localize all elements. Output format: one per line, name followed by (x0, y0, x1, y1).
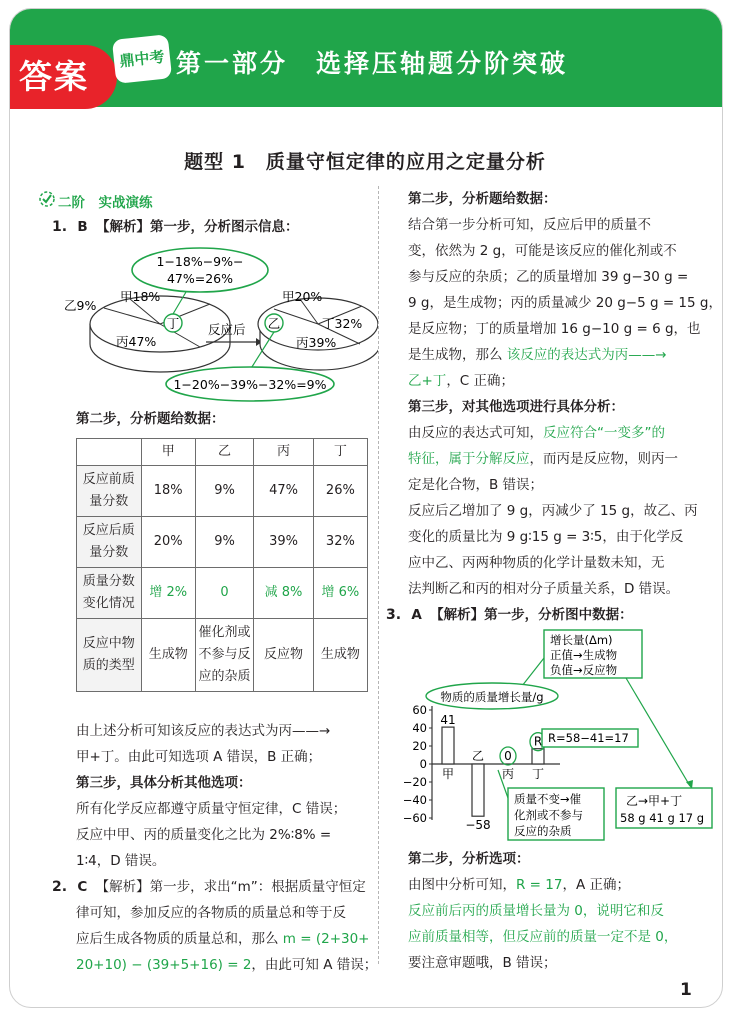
category-label: 丙 (501, 767, 515, 781)
q2-text-line (408, 342, 667, 368)
category-label: 丁 (531, 767, 545, 781)
reaction-line1: 乙→甲+丁 (626, 794, 683, 808)
table-cell: 9% (195, 466, 253, 517)
table-header-row (77, 439, 368, 466)
table-header-cell: 乙 (195, 439, 253, 466)
bar-0 (442, 727, 454, 764)
q3-step2-title: 第二步，分析选项： (408, 851, 530, 867)
q3-l1-b: R = 17 (516, 877, 563, 893)
q2-text-line (76, 952, 377, 978)
callout-growth-line3: 负值→反应物 (550, 663, 618, 677)
q2-text-line: 律可知，参加反应的各物质的质量总和等于反 (76, 905, 346, 921)
pie-arrow-label: 反应后 (208, 322, 246, 337)
q1-text-line: 由上述分析可知该反应的表达式为丙——→ (76, 723, 331, 739)
r-calc: R=58−41=17 (548, 731, 629, 745)
table-row-label: 反应后质量分数 (77, 517, 142, 568)
q2-text-line: 定是化合物，B 错误； (408, 477, 544, 493)
q2-answer: C (77, 879, 88, 895)
q2-text-line: 应中乙、丙两种物质的化学计量数未知，无 (408, 555, 665, 571)
q1-intro: 【解析】第一步，分析图示信息： (95, 219, 299, 235)
table-header-cell (77, 439, 142, 466)
q2-text-line (408, 420, 665, 446)
q2-text-line: 参与反应的杂质；乙的质量增加 39 g−30 g = (408, 269, 689, 285)
q3-line (386, 602, 633, 628)
table-cell: 26% (313, 466, 367, 517)
table-cell: 反应物 (254, 619, 313, 692)
pie-after-yi: 乙 (267, 316, 281, 331)
pie-after-ding: 丁32% (322, 316, 363, 331)
table-header-cell: 丁 (313, 439, 367, 466)
pie-before-yi: 乙9% (64, 298, 97, 313)
q2-text-line: 变化的质量比为 9 g∶15 g = 3∶5，由于化学反 (408, 529, 684, 545)
data-label: 0 (504, 749, 512, 763)
check-icon (38, 190, 56, 208)
pie-before-jia: 甲18% (120, 289, 161, 304)
q3-text-line (408, 872, 630, 898)
table-cell: 9% (195, 517, 253, 568)
table-cell: 增 2% (141, 568, 195, 619)
q3-l1-a: 由图中分析可知， (408, 877, 516, 893)
callout-growth-line2: 正值→生成物 (550, 648, 618, 662)
data-label: −58 (465, 818, 491, 833)
table-row (77, 619, 368, 692)
table-row (77, 568, 368, 619)
q2-r8-b: 反应符合“一变多”的 (543, 425, 665, 441)
pie-before-bing: 丙47% (116, 334, 157, 349)
q1-number: 1. (52, 219, 68, 235)
q2-text-line: 反应后乙增加了 9 g，丙减少了 15 g，故乙、丙 (408, 503, 698, 519)
table-cell: 催化剂或不参与反应的杂质 (195, 619, 253, 692)
q1-step3-title: 第三步，具体分析其他选项： (76, 775, 252, 791)
pie-calc-line2: 47%=26% (166, 271, 234, 286)
q3-intro: 【解析】第一步，分析图中数据： (430, 607, 633, 623)
category-label: 甲 (441, 767, 455, 781)
pie-after-bing: 丙39% (296, 335, 337, 350)
table-row-label: 反应中物质的类型 (77, 619, 142, 692)
table-row (77, 466, 368, 517)
q3-text-line: 应前质量相等，但反应前的质量一定不是 0， (408, 929, 678, 945)
table-cell: 20% (141, 517, 195, 568)
pie-after-jia: 甲20% (282, 289, 323, 304)
q1-text-line: 甲+丁。由此可知选项 A 错误，B 正确； (76, 749, 322, 765)
q2-text-line (408, 368, 514, 394)
page-title: 题型 1 质量守恒定律的应用之定量分析 (184, 151, 546, 173)
page-number: 1 (680, 980, 692, 1000)
q2-step3-title: 第三步，对其他选项进行具体分析： (408, 399, 624, 415)
q2-r7-b: ，C 正确； (446, 373, 515, 389)
q2-text-line (76, 926, 370, 952)
chart-note-line2: 化剂或不参与 (514, 808, 583, 822)
section-banner (10, 9, 722, 107)
callout-growth-line1: 增长量(Δm) (550, 633, 613, 647)
table-cell: 增 6% (313, 568, 367, 619)
q2-text-line: 9 g，是生成物；丙的质量减少 20 g−5 g = 15 g， (408, 295, 722, 311)
q2-number: 2. (52, 879, 68, 895)
q1-text-line: 所有化学反应都遵守质量守恒定律，C 错误； (76, 801, 347, 817)
y-tick-label: 0 (419, 757, 427, 771)
q2-line4-b: ，由此可知 A 错误； (251, 957, 378, 973)
pie-diagram (60, 244, 378, 404)
table-header-cell: 甲 (141, 439, 195, 466)
chart-note-line3: 反应的杂质 (514, 824, 572, 838)
table-cell: 39% (254, 517, 313, 568)
q3-number: 3. (386, 607, 402, 623)
table-row-label: 反应前质量分数 (77, 466, 142, 517)
category-label: 乙 (471, 749, 485, 763)
table-cell: 0 (195, 568, 253, 619)
data-label: R (533, 734, 543, 749)
q2-line3-b: m = (2+30+ (282, 931, 370, 947)
pie-calc-line1: 1−18%−9%− (156, 254, 244, 269)
q1-answer: B (77, 219, 88, 235)
q3-l1-c: ，A 正确； (562, 877, 630, 893)
logo-badge: 鼎中考 (112, 34, 172, 84)
q2-r8-a: 由反应的表达式可知， (408, 425, 543, 441)
q2-step2-title: 第二步，分析题给数据： (408, 191, 557, 207)
y-tick-label: 60 (412, 703, 427, 717)
table-cell: 47% (254, 466, 313, 517)
table-cell: 减 8% (254, 568, 313, 619)
table-header-cell: 丙 (254, 439, 313, 466)
table-row-label: 质量分数变化情况 (77, 568, 142, 619)
table-cell: 18% (141, 466, 195, 517)
q2-text-line: 结合第一步分析可知，反应后甲的质量不 (408, 217, 651, 233)
table-row (77, 517, 368, 568)
q2-line4-a: 20+10) − (39+5+16) = 2 (76, 957, 252, 973)
q1-line (52, 214, 298, 240)
table-cell: 生成物 (313, 619, 367, 692)
q3-text-line: 反应前后丙的质量增长量为 0，说明它和反 (408, 903, 664, 919)
q3-answer: A (411, 607, 422, 623)
reaction-line2: 58 g 41 g 17 g (620, 811, 705, 825)
q1-text-line: 反应中甲、丙的质量变化之比为 2%∶8% = (76, 827, 332, 843)
y-tick-label: −20 (402, 775, 427, 789)
chart-title: 物质的质量增长量/g (440, 690, 544, 704)
q2-r9-a: 特征，属于分解反应 (408, 451, 530, 467)
stage-label: 二阶 实战演练 (58, 195, 153, 211)
table-cell: 生成物 (141, 619, 195, 692)
pie-after-calc: 1−20%−39%−32%=9% (173, 377, 327, 392)
q1-step2-title: 第二步，分析题给数据： (76, 411, 225, 427)
q2-r7-a: 乙+丁 (408, 373, 447, 389)
q2-line (52, 874, 366, 900)
section-title: 第一部分 选择压轴题分阶突破 (176, 49, 569, 78)
q2-r9-b: ，而丙是反应物，则丙一 (529, 451, 678, 467)
answer-tab: 答案 (9, 45, 117, 109)
y-tick-label: 20 (412, 739, 427, 753)
q2-text-line: 是反应物；丁的质量增加 16 g−10 g = 6 g，也 (408, 321, 701, 337)
q3-bar-chart (402, 628, 718, 842)
q1-table (76, 438, 368, 692)
q2-text-line: 变，依然为 2 g，可能是该反应的催化剂或不 (408, 243, 677, 259)
q2-line3-a: 应后生成各物质的质量总和，那么 (76, 931, 283, 947)
q3-text-line: 要注意审题哦，B 错误； (408, 955, 557, 971)
q2-line1: 【解析】第一步，求出“m”：根据质量守恒定 (95, 879, 366, 895)
pie-before-ding: 丁 (166, 316, 180, 331)
chart-note-line1: 质量不变→催 (514, 792, 582, 806)
y-tick-label: 40 (412, 721, 427, 735)
q2-text-line: 法判断乙和丙的相对分子质量关系，D 错误。 (408, 581, 680, 597)
q1-text-line: 1∶4，D 错误。 (76, 853, 166, 869)
data-label: 41 (440, 713, 456, 728)
q2-r6-a: 是生成物，那么 (408, 347, 507, 363)
table-cell: 32% (313, 517, 367, 568)
q2-text-line (408, 446, 678, 472)
column-divider (378, 186, 379, 964)
q2-r6-b: 该反应的表达式为丙——→ (506, 347, 667, 363)
y-tick-label: −40 (402, 793, 427, 807)
bar-1 (472, 764, 484, 816)
y-tick-label: −60 (402, 811, 427, 825)
